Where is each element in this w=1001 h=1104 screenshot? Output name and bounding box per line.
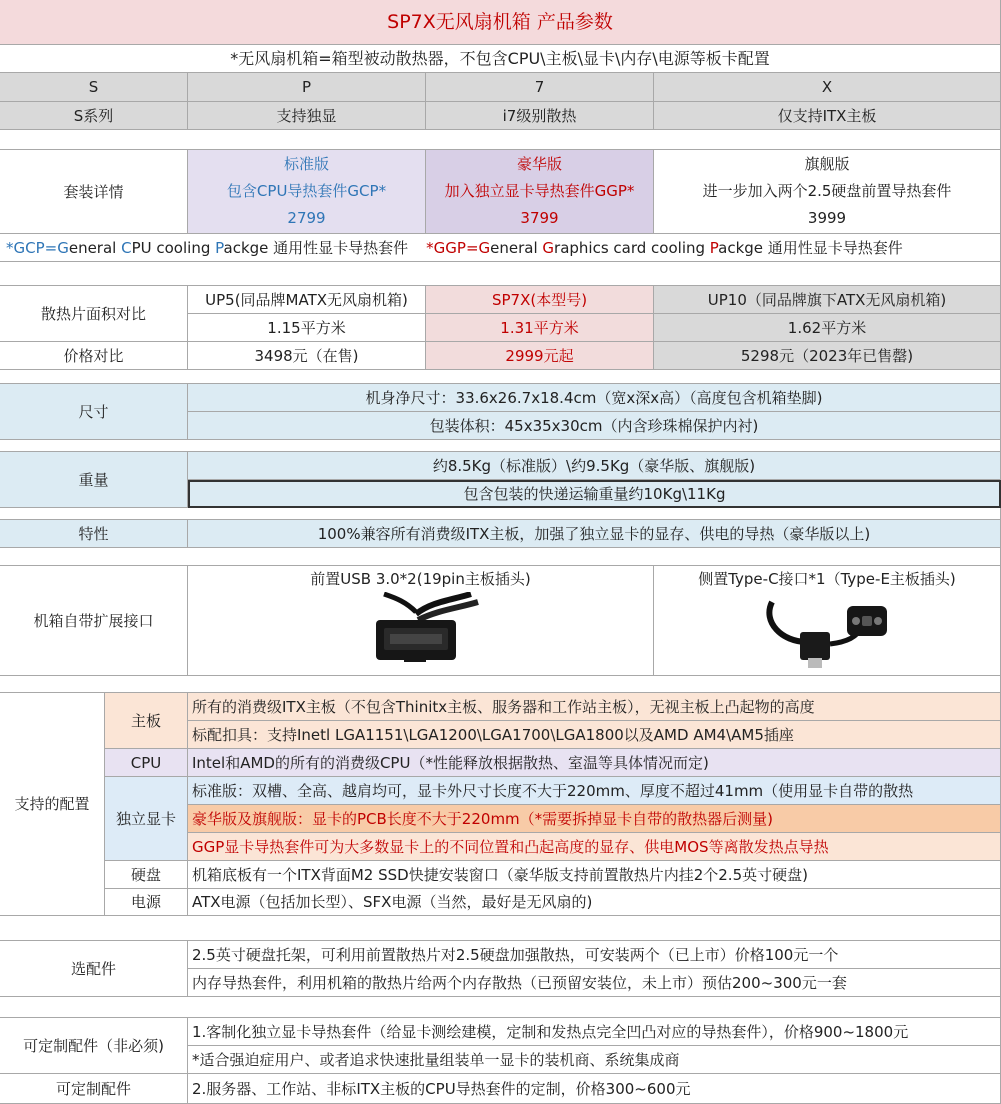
- kit-deluxe-name: 豪华版: [516, 155, 562, 173]
- ports-label: 机箱自带扩展接口: [0, 566, 188, 676]
- option-disk-tray: 2.5英寸硬盘托架，可利用前置散热片对2.5硬盘加强散热，可安装两个（已上市）价格100元一个: [188, 941, 1001, 969]
- disk-support: 机箱底板有一个ITX背面M2 SSD快捷安装窗口（豪华版支持前置散热片内挂2个2.5英寸硬盘): [188, 861, 1001, 889]
- kit-deluxe: [426, 150, 654, 234]
- spacer: [0, 997, 1001, 1018]
- option-memory-kit: 内存导热套件，利用机箱的散热片给两个内存散热（已预留安装位，未上市）预估200~300元一套: [188, 969, 1001, 997]
- weight-net: 约8.5Kg（标准版）\约9.5Kg（豪华版、旗舰版): [188, 452, 1001, 480]
- kit-flagship-price: 3999: [807, 209, 847, 227]
- usb-cable-image: [346, 592, 496, 672]
- spacer: [0, 676, 1001, 693]
- kit-flagship-desc: 进一步加入两个2.5硬盘前置导热套件: [702, 182, 952, 200]
- spacer: [0, 548, 1001, 566]
- price-sp7x: 2999元起: [426, 342, 654, 370]
- model-up10: UP10（同品牌旗下ATX无风扇机箱): [654, 286, 1001, 314]
- feature-text: 100%兼容所有消费级ITX主板，加强了独立显卡的显存、供电的导热（豪华版以上): [188, 520, 1001, 548]
- gcp-note: *GCP=General CPU cooling Packge 通用性显卡导热套件: [6, 238, 409, 257]
- meaning-s: S系列: [0, 102, 188, 130]
- size-package: 包装体积：45x35x30cm（内含珍珠棉保护内衬): [188, 412, 1001, 440]
- meaning-x: 仅支持ITX主板: [654, 102, 1001, 130]
- model-sp7x: SP7X(本型号): [426, 286, 654, 314]
- weight-shipping: 包含包装的快递运输重量约10Kg\11Kg: [188, 480, 1001, 508]
- meaning-p: 支持独显: [188, 102, 426, 130]
- cpu-label: CPU: [105, 749, 188, 777]
- disk-label: 硬盘: [105, 861, 188, 889]
- meaning-7: i7级别散热: [426, 102, 654, 130]
- mb-support: 所有的消费级ITX主板（不包含Thinitx主板、服务器和工作站主板），无视主板上凸起物的高度: [188, 693, 1001, 721]
- custom-gpu-kit: 1.客制化独立显卡导热套件（给显卡测绘建模，定制和发热点完全凹凸对应的导热套件），价格900~1800元: [188, 1018, 1001, 1046]
- port-typec-label: 侧置Type-C接口*1（Type-E主板插头): [698, 570, 956, 588]
- mb-mounting: 标配扣具：支持Inetl LGA1151\LGA1200\LGA1700\LGA1800以及AMD AM4\AM5插座: [188, 721, 1001, 749]
- kit-standard: [188, 150, 426, 234]
- port-usb: [188, 566, 654, 676]
- gpu-standard: 标准版：双槽、全高、越肩均可，显卡外尺寸长度不大于220mm、厚度不超过41mm（使用显卡自带的散热: [188, 777, 1001, 805]
- area-sp7x: 1.31平方米: [426, 314, 654, 342]
- price-compare-label: 价格对比: [0, 342, 188, 370]
- price-up5: 3498元（在售): [188, 342, 426, 370]
- custom-optional-label: 可定制配件（非必须): [0, 1018, 188, 1074]
- mb-label: 主板: [105, 693, 188, 749]
- spacer: [0, 370, 1001, 384]
- psu-label: 电源: [105, 889, 188, 916]
- port-typec: [654, 566, 1001, 676]
- spacer: [0, 508, 1001, 520]
- spacer: [0, 130, 1001, 150]
- weight-label: 重量: [0, 452, 188, 508]
- area-up10: 1.62平方米: [654, 314, 1001, 342]
- kit-flagship-name: 旗舰版: [804, 155, 850, 173]
- kit-standard-price: 2799: [287, 209, 326, 227]
- subtitle: *无风扇机箱=箱型被动散热器，不包含CPU\主板\显卡\内存\电源等板卡配置: [0, 45, 1001, 73]
- size-label: 尺寸: [0, 384, 188, 440]
- gpu-label: 独立显卡: [105, 777, 188, 861]
- port-usb-label: 前置USB 3.0*2(19pin主板插头): [310, 570, 531, 588]
- kit-standard-name: 标准版: [283, 155, 329, 173]
- typec-cable-image: [752, 592, 902, 672]
- letter-p: P: [188, 73, 426, 102]
- spacer: [0, 440, 1001, 452]
- spacer: [0, 916, 1001, 941]
- model-up5: UP5(同品牌MATX无风扇机箱): [188, 286, 426, 314]
- kit-flagship: [654, 150, 1001, 234]
- letter-x: X: [654, 73, 1001, 102]
- options-label: 选配件: [0, 941, 188, 997]
- feature-label: 特性: [0, 520, 188, 548]
- letter-7: 7: [426, 73, 654, 102]
- acronym-notes: [0, 234, 1001, 262]
- kit-deluxe-price: 3799: [520, 209, 559, 227]
- kit-standard-desc: 包含CPU导热套件GCP*: [226, 182, 387, 200]
- kits-label: 套装详情: [0, 150, 188, 234]
- custom-gpu-kit-note: *适合强迫症用户、或者追求快速批量组装单一显卡的装机商、系统集成商: [188, 1046, 1001, 1074]
- gpu-deluxe: 豪华版及旗舰版：显卡的PCB长度不大于220mm（*需要拆掉显卡自带的散热器后测量): [188, 805, 1001, 833]
- letter-s: S: [0, 73, 188, 102]
- kit-deluxe-desc: 加入独立显卡导热套件GGP*: [444, 182, 635, 200]
- custom-label: 可定制配件: [0, 1074, 188, 1104]
- area-compare-label: 散热片面积对比: [0, 286, 188, 342]
- gpu-ggp: GGP显卡导热套件可为大多数显卡上的不同位置和凸起高度的显存、供电MOS等离散发热点导热: [188, 833, 1001, 861]
- cpu-support: Intel和AMD的所有的消费级CPU（*性能释放根据散热、室温等具体情况而定): [188, 749, 1001, 777]
- ggp-note: *GGP=General Graphics card cooling Packge 通用性显卡导热套件: [426, 238, 903, 257]
- psu-support: ATX电源（包括加长型）、SFX电源（当然，最好是无风扇的): [188, 889, 1001, 916]
- size-body: 机身净尺寸：33.6x26.7x18.4cm（宽x深x高）（高度包含机箱垫脚): [188, 384, 1001, 412]
- price-up10: 5298元（2023年已售罄): [654, 342, 1001, 370]
- custom-cpu-kit: 2.服务器、工作站、非标ITX主板的CPU导热套件的定制，价格300~600元: [188, 1074, 1001, 1104]
- area-up5: 1.15平方米: [188, 314, 426, 342]
- page-title: SP7X无风扇机箱 产品参数: [0, 0, 1001, 45]
- spacer: [0, 262, 1001, 286]
- support-label: 支持的配置: [0, 693, 105, 916]
